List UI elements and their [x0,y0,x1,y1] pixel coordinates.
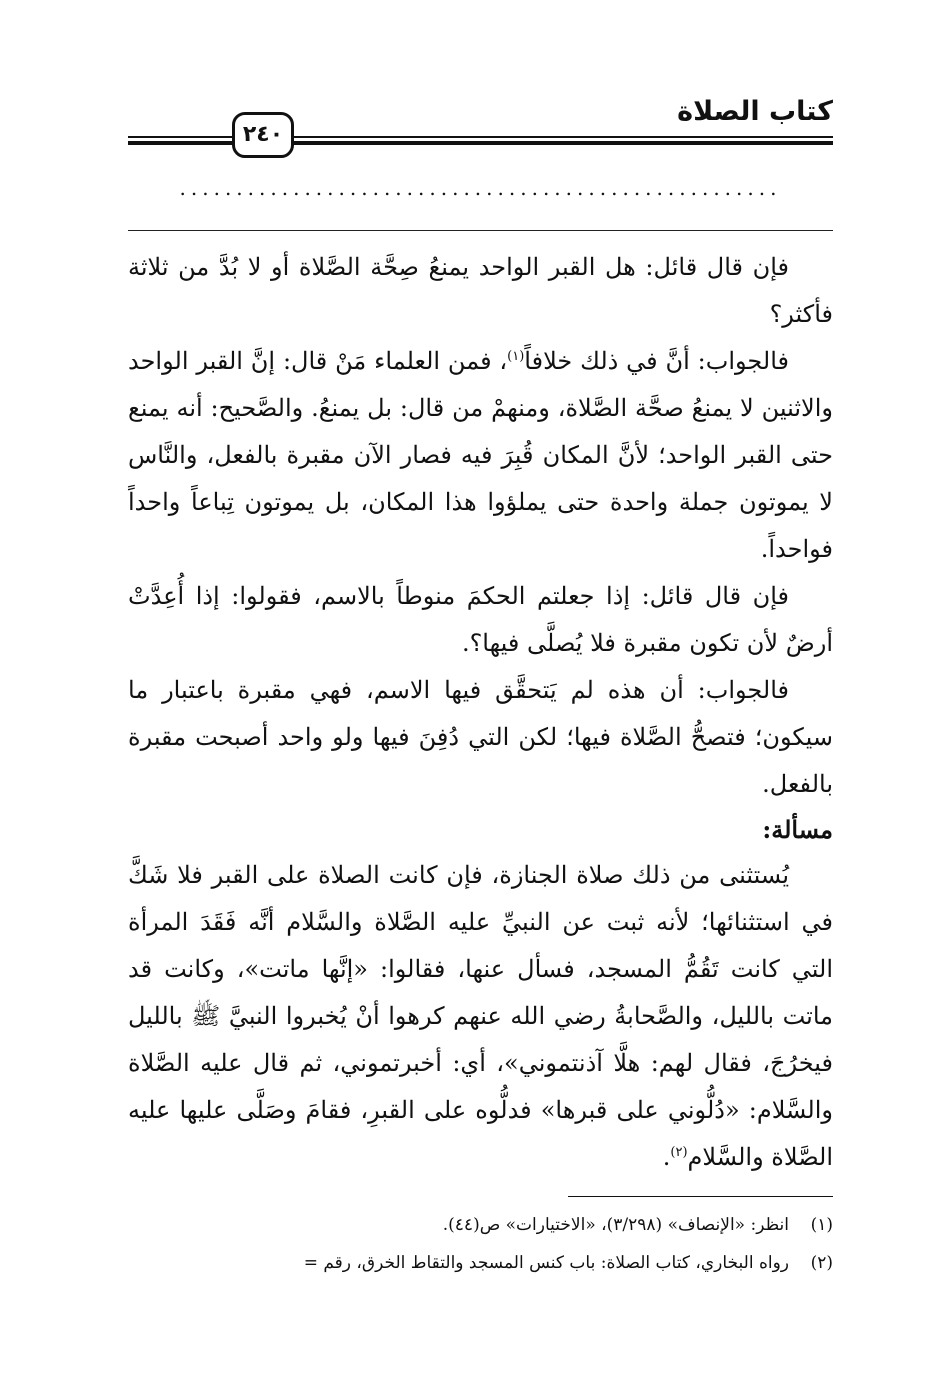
content-divider [128,230,833,231]
funeral-text-end: . [662,1143,671,1171]
page-number: ٢٤٠ [232,112,294,158]
funeral-text: يُستثنى من ذلك صلاة الجنازة، فإن كانت الصلاة على القبر فلا شَكَّ في استثنائها؛ لأنه ثبت عن النبيِّ عليه الصَّلاة والسَّلام أنَّه فَقَدَ المرأة التي كانت تَقُمُّ المسجد، فسأل عنها، فقالوا: «إنَّها ماتت»، وكانت قد ماتت بالليل، والصَّحابةُ رضي الله عنهم كرهوا أنْ يُخبروا النبيَّ ﷺ بالليل فيخرُجَ، فقال لهم: هلَّا آذنتموني»، أي: أخبرتموني، ثم قال عليه الصَّلاة والسَّلام: «دُلُّوني على قبرها» فدلُّوه على القبرِ، فقامَ وصَلَّى عليها عليه الصَّلاة والسَّلام [128,861,833,1171]
section-heading: مسألة: [762,815,833,844]
dotted-separator: ..................................................... [179,176,782,200]
paragraph-funeral-prayer [128,852,833,1181]
footnote-number: (١) [810,1215,833,1235]
paragraph-answer-2: فالجواب: أن هذه لم يَتحقَّق فيها الاسم، فهي مقبرة باعتبار ما سيكون؛ فتصحُّ الصَّلاة فيها؛ لكن التي دُفِنَ فيها ولو واحد أصبحت مقبرة بالفعل. [128,676,833,798]
page-body [128,244,833,1181]
footnote-text: رواه البخاري، كتاب الصلاة: باب كنس المسجد والتقاط الخرق، رقم = [303,1253,789,1273]
footnote-ref-2: (٢) [670,1145,688,1160]
footnote-2 [100,1244,833,1282]
footnote-divider [568,1196,833,1197]
footnote-number: (٢) [810,1253,833,1273]
paragraph-question-2: فإن قال قائل: إذا جعلتم الحكمَ منوطاً بالاسم، فقولوا: إذا أُعِدَّتْ أرضٌ لأن تكون مقبرة فلا يُصلَّى فيها؟. [128,582,833,657]
footnote-1 [100,1206,833,1244]
answer-1-text-b: ، فمن العلماء مَنْ قال: إنَّ القبر الواحد والاثنين لا يمنعُ صحَّة الصَّلاة، ومنهمْ من قال: بل يمنعُ. والصَّحيح: أنه يمنع حتى القبر الواحد؛ لأنَّ المكان قُبِرَ فيه فصار الآن مقبرة بالفعل، والنَّاس لا يموتون جملة واحدة حتى يملؤوا هذا المكان، بل يموتون تِباعاً واحداً فواحداً. [128,347,833,563]
answer-1-text-a: فالجواب: أنَّ في ذلك خلافاً [524,347,789,375]
footnote-text: انظر: «الإنصاف» (٣/٢٩٨)، «الاختيارات» ص(٤٤). [442,1215,789,1235]
paragraph-question-1: فإن قال قائل: هل القبر الواحد يمنعُ صِحَّة الصَّلاة أو لا بُدَّ من ثلاثة فأكثر؟ [128,253,833,328]
page-header [128,92,833,162]
footnote-ref-1: (١) [507,349,525,364]
footnotes [100,1206,833,1282]
book-title: كتاب الصلاة [677,96,833,127]
paragraph-answer-1 [128,338,833,573]
